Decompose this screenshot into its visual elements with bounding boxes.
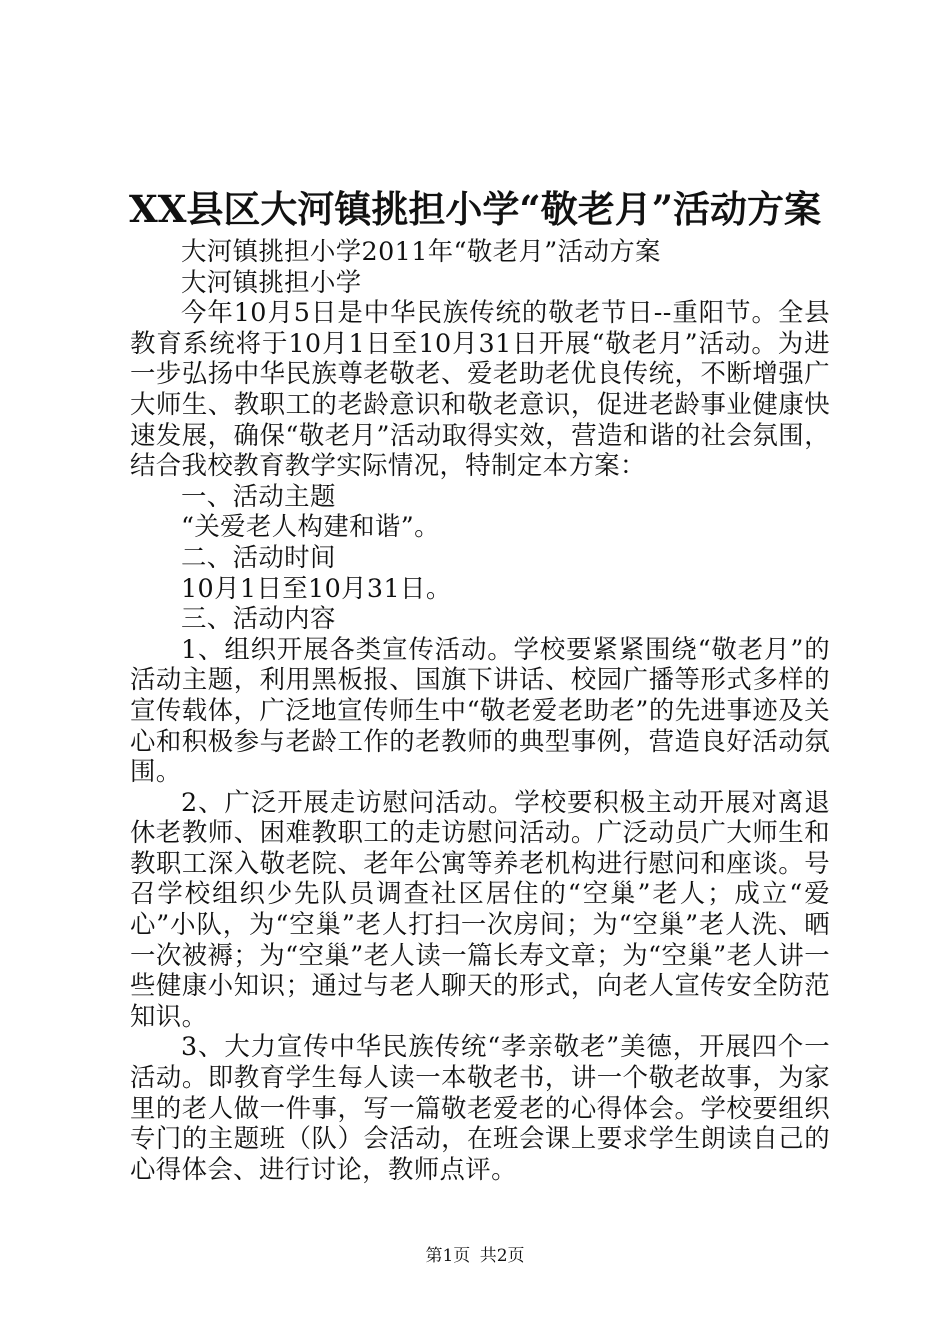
section-heading-time: 二、活动时间 xyxy=(181,541,336,572)
content-item-2: 2、广泛开展走访慰问活动。学校要积极主动开展对离退休老教师、困难教职工的走访慰问活动。广泛动员广大师生和教职工深入敬老院、老年公寓等养老机构进行慰问和座谈。号召学校组织少先队员调查社区居住的“空巢”老人；成立“爱心”小队，为“空巢”老人打扫一次房间；为“空巢”老人洗、晒一次被褥；为“空巢”老人读一篇长寿文章；为“空巢”老人讲一些健康小知识；通过与老人聊天的形式，向老人宣传安全防范知识。 xyxy=(130,786,830,1031)
section-heading-theme: 一、活动主题 xyxy=(181,480,336,511)
page-number: 第1页 xyxy=(425,1246,471,1266)
section-heading-content: 三、活动内容 xyxy=(181,603,336,634)
school-name-line: 大河镇挑担小学 xyxy=(181,266,362,297)
content-item-3: 3、大力宣传中华民族传统“孝亲敬老”美德，开展四个一活动。即教育学生每人读一本敬老书，讲一个敬老故事，为家里的老人做一件事，写一篇敬老爱老的心得体会。学校要组织专门的主题班（队）会活动，在班会课上要求学生朗读自己的心得体会、进行讨论，教师点评。 xyxy=(130,1031,830,1184)
document-title: XX县区大河镇挑担小学“敬老月”活动方案 xyxy=(129,187,821,231)
content-item-1: 1、组织开展各类宣传活动。学校要紧紧围绕“敬老月”的活动主题，利用黑板报、国旗下讲话、校园广播等形式多样的宣传载体，广泛地宣传师生中“敬老爱老助老”的先进事迹及关心和积极参与老龄工作的老教师的典型事例，营造良好活动氛围。 xyxy=(130,633,830,787)
page-footer xyxy=(0,1244,950,1268)
document-body xyxy=(130,236,830,1184)
subtitle-line: 大河镇挑担小学2011年“敬老月”活动方案 xyxy=(181,236,661,266)
intro-paragraph: 今年10月5日是中华民族传统的敬老节日--重阳节。全县教育系统将于10月1日至10月31日开展“敬老月”活动。为进一步弘扬中华民族尊老敬老、爱老助老优良传统，不断增强广大师生、教职工的老龄意识和敬老意识，促进老龄事业健康快速发展，确保“敬老月”活动取得实效，营造和谐的社会氛围，结合我校教育教学实际情况，特制定本方案： xyxy=(130,297,830,481)
time-text: 10月1日至10月31日。 xyxy=(181,572,452,603)
page-total: 共2页 xyxy=(479,1246,525,1266)
theme-text: “关爱老人构建和谐”。 xyxy=(181,511,440,542)
